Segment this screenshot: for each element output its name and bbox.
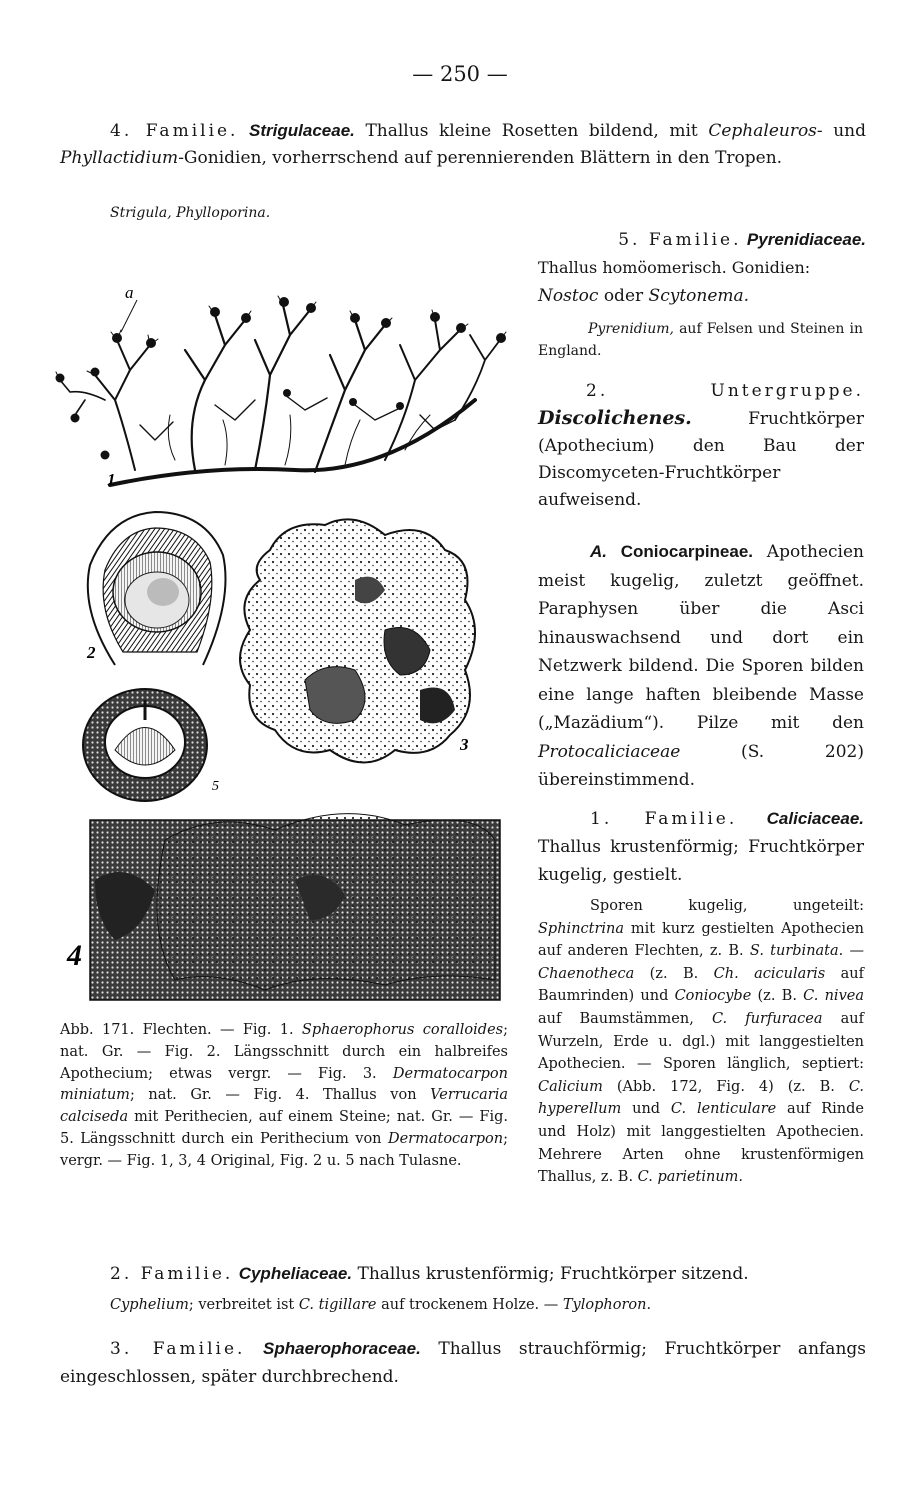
family-name: Sphaerophoraceae. <box>263 1339 421 1358</box>
family-text: -Gonidien, vorherrschend auf perennierenden Blättern in den Tropen. <box>178 148 783 168</box>
pointer-a <box>121 300 137 332</box>
family-number: 1. Familie. <box>590 809 738 829</box>
fig-label-3: 3 <box>460 735 469 754</box>
family-strigulaceae <box>60 117 866 172</box>
section-name: Coniocarpineae. <box>620 542 754 561</box>
genus-name: Ch. acicularis <box>713 965 826 982</box>
detail-text: (Abb. 172, Fig. 4) (z. B. <box>602 1078 849 1095</box>
detail-text: auf Baumstämmen, <box>538 1010 712 1027</box>
fig3-dermatocarpon-thallus <box>240 519 475 762</box>
genus-name: C. nivea <box>803 988 864 1005</box>
family-text: Thallus homöomerisch. Gonidien: <box>538 258 811 277</box>
family-name: Strigulaceae. <box>249 121 355 140</box>
family-name: Caliciaceae. <box>766 809 864 828</box>
family-pyrenidiaceae <box>538 226 866 310</box>
family-cypheliaceae <box>60 1260 866 1319</box>
genus-name: C. furfuracea <box>711 1010 823 1027</box>
genus-name: Calicium <box>538 1078 603 1095</box>
caption-text: mit Perithecien, auf einem Steine; nat. Gr. — Fig. 5. Längsschnitt durch ein Perithecium von <box>60 1109 508 1147</box>
detail-text: (z. B. <box>751 988 804 1005</box>
family-text: und <box>833 121 867 141</box>
family-text: Thallus krustenförmig; Fruchtkörper kugelig, gestielt. <box>538 837 864 885</box>
genus-name: Tylophoron. <box>562 1297 652 1313</box>
fig1-apothecia-heads <box>56 297 507 460</box>
section-coniocarpineae <box>538 538 864 795</box>
fig-label-a: a <box>125 283 134 302</box>
genus-name: C. lenticulare <box>670 1101 777 1118</box>
genus-name: Dermatocarpon miniatum <box>60 1065 508 1104</box>
section-text: Apothecien meist kugelig, zuletzt geöffnet. Paraphysen über die Asci hinauswachsend und dort ein Netzwerk bildend. Die Sporen bilden eine lange haften bleibende Masse („Mazädium“). Pilze mit den <box>538 542 864 733</box>
pyrenidium-note <box>538 318 863 362</box>
fig2-apothecium-section <box>88 512 226 665</box>
fig-label-2: 2 <box>87 643 96 662</box>
genus-name: Nostoc <box>538 286 599 306</box>
figure-caption <box>60 1020 508 1173</box>
note-text: ; verbreitet ist <box>188 1297 299 1313</box>
genus-name: Verrucaria calciseda <box>60 1087 508 1126</box>
genus-name: Sphaerophorus coralloides <box>301 1022 504 1038</box>
genus-name: C. parietinum. <box>637 1169 744 1186</box>
subgroup-discolichenes <box>538 378 864 514</box>
family-number: 2. Familie. <box>110 1264 234 1284</box>
genus-name: C. hyperellum <box>538 1078 864 1118</box>
fig-label-1: 1 <box>107 470 116 489</box>
genus-name: Phyllactidium <box>60 148 179 168</box>
genus-name: Protocaliciaceae <box>538 741 681 762</box>
genus-name: Cyphelium <box>110 1297 189 1313</box>
family-sphaerophoraceae <box>60 1335 866 1391</box>
caliciaceae-details <box>538 895 864 1189</box>
family-caliciaceae <box>538 805 864 889</box>
caption-text: Abb. 171. Flechten. — Fig. 1. <box>60 1022 302 1038</box>
genus-name: Dermatocarpon <box>387 1130 504 1147</box>
detail-text: — <box>843 943 865 960</box>
examples-strigulaceae: Strigula, Phylloporina. <box>110 205 271 221</box>
caption-text: ; nat. Gr. — Fig. 4. Thallus von <box>129 1087 431 1104</box>
note-text: auf Felsen und Steinen in England. <box>538 321 863 359</box>
family-text: Thallus krustenförmig; Fruchtkörper sitzend. <box>352 1264 749 1284</box>
detail-text: und <box>621 1101 671 1118</box>
detail-text: auf Wurzeln, Erde u. dgl.) mit langgestielten Apothecien. — Sporen länglich, septiert: <box>538 1010 864 1073</box>
genus-name: Scytonema. <box>648 286 750 306</box>
fig4-verrucaria-thallus <box>90 814 500 1000</box>
fig1-sphaerophorus-drawing <box>56 296 506 485</box>
fig5-perithecium-section <box>83 689 207 801</box>
genus-name: Chaenotheca <box>538 965 635 982</box>
genus-name: Pyrenidium, <box>588 321 674 337</box>
detail-text: mit kurz gestielten Apothecien auf anderen Flechten, z. B. <box>538 920 864 960</box>
detail-text: Sporen kugelig, ungeteilt: <box>590 898 864 914</box>
detail-text: (z. B. <box>634 965 714 982</box>
note-text: auf trockenem Holze. — <box>376 1297 563 1313</box>
section-letter: A. <box>590 542 607 561</box>
caption-text: ; nat. Gr. — Fig. 2. Längsschnitt durch ein halbreifes Apothecium; etwas vergr. — Fig. 3. <box>60 1022 508 1082</box>
fig-label-4: 4 <box>67 939 82 972</box>
family-name: Pyrenidiaceae. <box>746 230 866 249</box>
genus-name: C. tigillare <box>298 1297 377 1313</box>
lichen-figure <box>55 280 510 1005</box>
family-number: 3. Familie. <box>110 1339 246 1359</box>
family-number: 5. Familie. <box>618 230 742 250</box>
genus-name: Cephaleuros- <box>708 121 823 141</box>
detail-text: auf Baumrinden) und <box>538 965 865 1005</box>
genus-name: S. turbinata. <box>749 943 844 960</box>
family-text: Thallus strauchförmig; Fruchtkörper anfangs eingeschlossen, später durchbrechend. <box>60 1339 867 1387</box>
caption-text: ; vergr. — Fig. 1, 3, 4 Original, Fig. 2 u. 5 nach Tulasne. <box>60 1130 508 1169</box>
family-number: 4. Familie. <box>110 121 239 141</box>
fig-label-5: 5 <box>212 779 219 794</box>
family-text: Thallus kleine Rosetten bildend, mit <box>354 121 709 141</box>
subgroup-number: 2. Untergruppe. <box>586 381 864 401</box>
family-name: Cypheliaceae. <box>238 1264 353 1283</box>
genus-name: Sphinctrina <box>538 920 625 937</box>
family-text: oder <box>598 286 649 306</box>
page-number: — 250 — <box>412 62 508 86</box>
subgroup-text: Fruchtkörper (Apothecium) den Bau der Discomyceten-Fruchtkörper aufweisend. <box>538 409 864 510</box>
subgroup-name: Discolichenes. <box>538 407 692 429</box>
detail-text: auf Rinde und Holz) mit langgestielten Apothecien. Mehrere Arten ohne krustenförmigen Thallus, z. B. <box>538 1101 864 1186</box>
genus-name: Coniocybe <box>674 988 752 1005</box>
section-text: (S. 202) übereinstimmend. <box>538 741 864 790</box>
